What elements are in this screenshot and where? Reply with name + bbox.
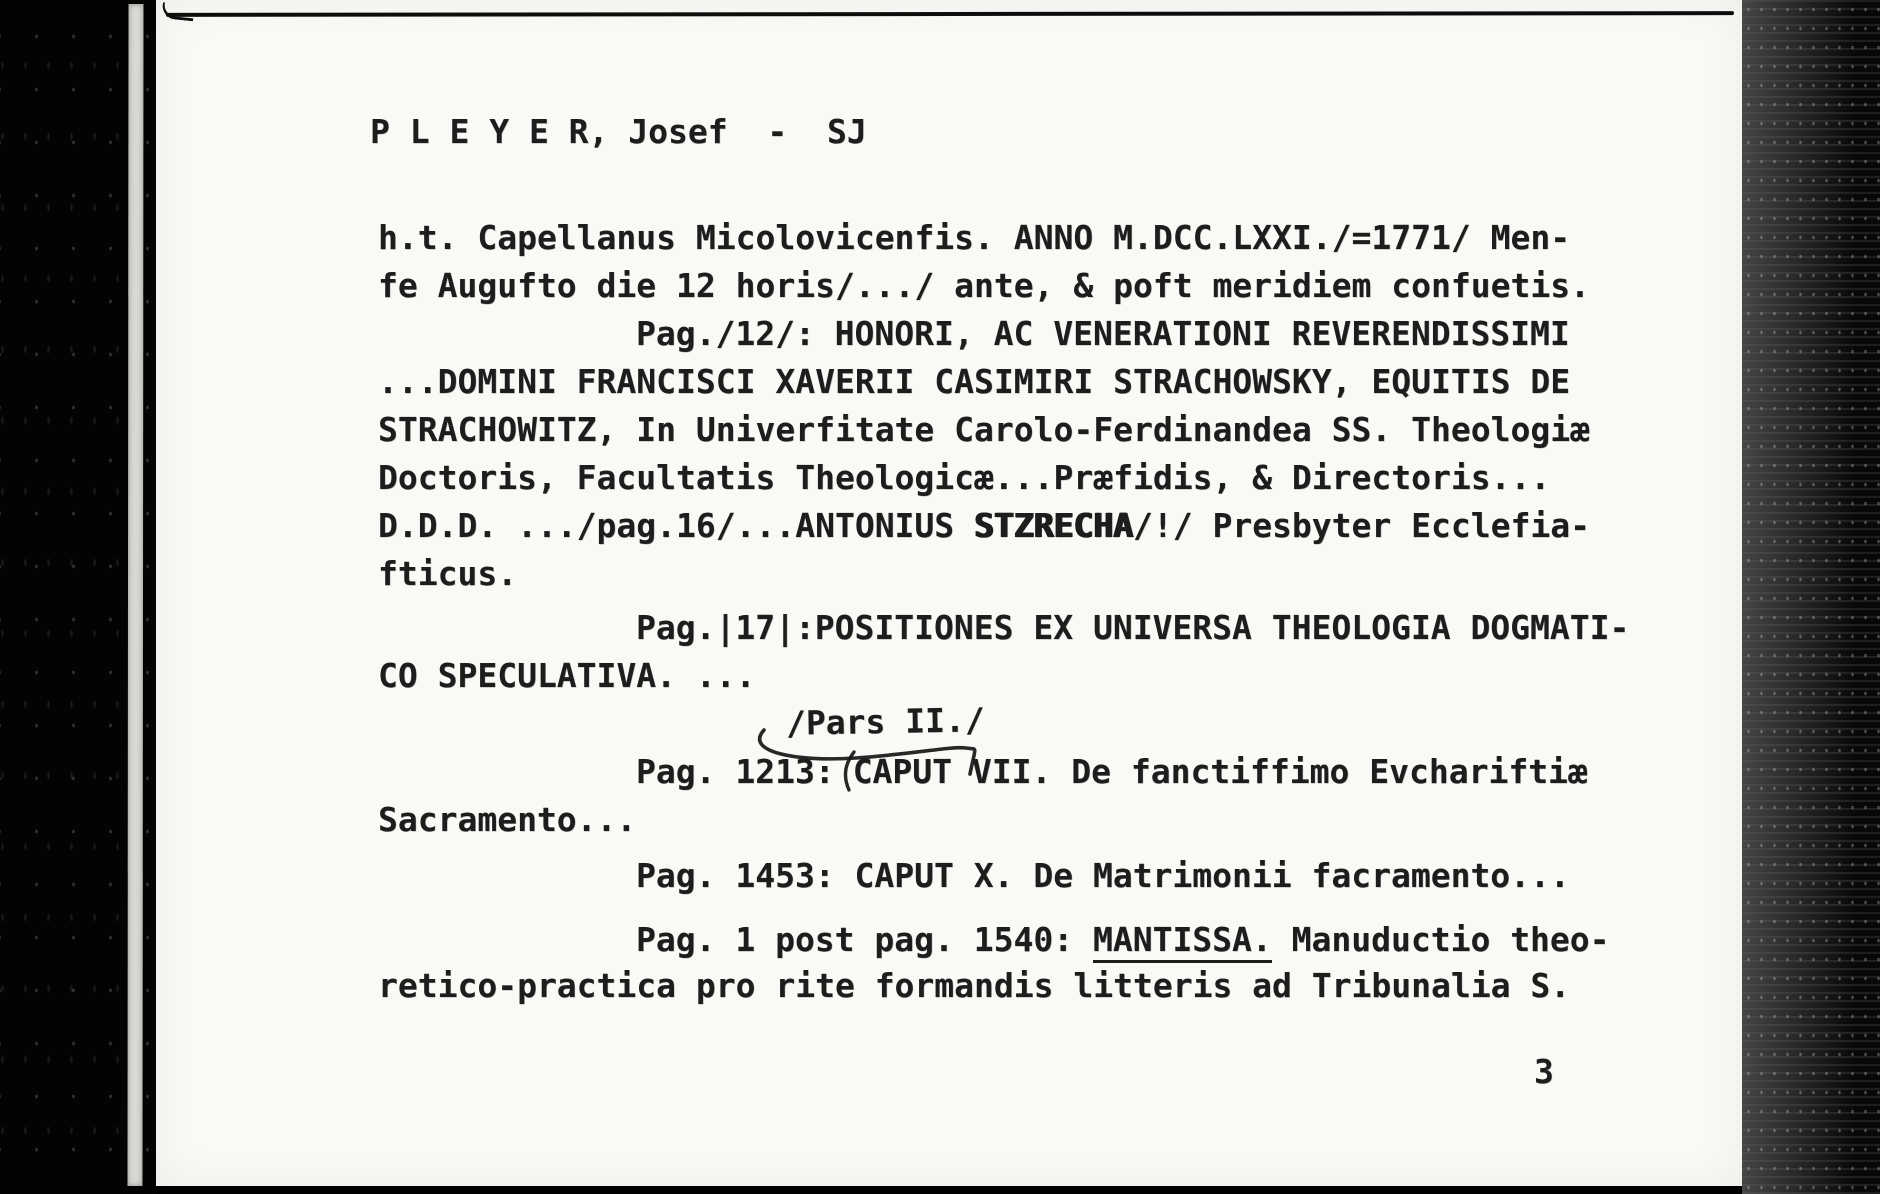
text-line: Doctoris, Facultatis Theologicæ...Præfidis, & Directoris... [378, 458, 1551, 497]
scan-film-right-band [1742, 0, 1880, 1194]
page-edge-highlight [127, 4, 143, 1186]
text-line: ...DOMINI FRANCISCI XAVERII CASIMIRI STRACHOWSKY, EQUITIS DE [378, 362, 1571, 401]
text-line [636, 920, 1610, 960]
text-line [636, 752, 1588, 792]
text-line: fticus. [378, 554, 518, 593]
text-segment: Pag. 1 post pag. 1540: [636, 920, 1093, 959]
text-line: Pag. 1453: CAPUT X. De Matrimonii facramento... [636, 856, 1570, 895]
text-line: Pag./12/: HONORI, AC VENERATIONI REVERENDISSIMI [636, 314, 1570, 353]
document-page [156, 0, 1742, 1186]
text-line: Sacramento... [378, 800, 637, 839]
text-line: retico-practica pro rite formandis litteris ad Tribunalia S. [378, 966, 1571, 1005]
entry-heading: P L E Y E R, Josef - SJ [370, 112, 867, 151]
text-segment: Manuductio theo- [1271, 920, 1610, 959]
page-number: 3 [1534, 1052, 1554, 1091]
text-segment: /!/ Presbyter Ecclefia- [1132, 506, 1590, 545]
page-top-edge-line [166, 11, 1734, 17]
text-line: CO SPECULATIVA. ... [378, 656, 756, 695]
text-line: Pag.|17|:POSITIONES EX UNIVERSA THEOLOGIA DOGMATI- [636, 608, 1630, 647]
text-segment: D.D.D. .../pag.16/...ANTONIUS [378, 506, 975, 545]
underlined-word: MANTISSA. [1093, 920, 1272, 963]
text-line [378, 506, 1590, 546]
insertion-annotation: /Pars II./ [785, 700, 986, 743]
text-line: h.t. Capellanus Micolovicenfis. ANNO M.DCC.LXXI./=1771/ Men- [378, 218, 1571, 257]
overstruck-name: STZRECHA [974, 506, 1133, 545]
text-line: STRACHOWITZ, In Univerfitate Carolo-Ferdinandea SS. Theologiæ [378, 410, 1590, 449]
text-segment: Pag. 1213: [636, 752, 835, 791]
text-line: fe Augufto die 12 horis/.../ ante, & poft meridiem confuetis. [378, 266, 1590, 305]
text-segment: CAPUT VII. De fanctiffimo Evchariftiæ [852, 752, 1588, 791]
